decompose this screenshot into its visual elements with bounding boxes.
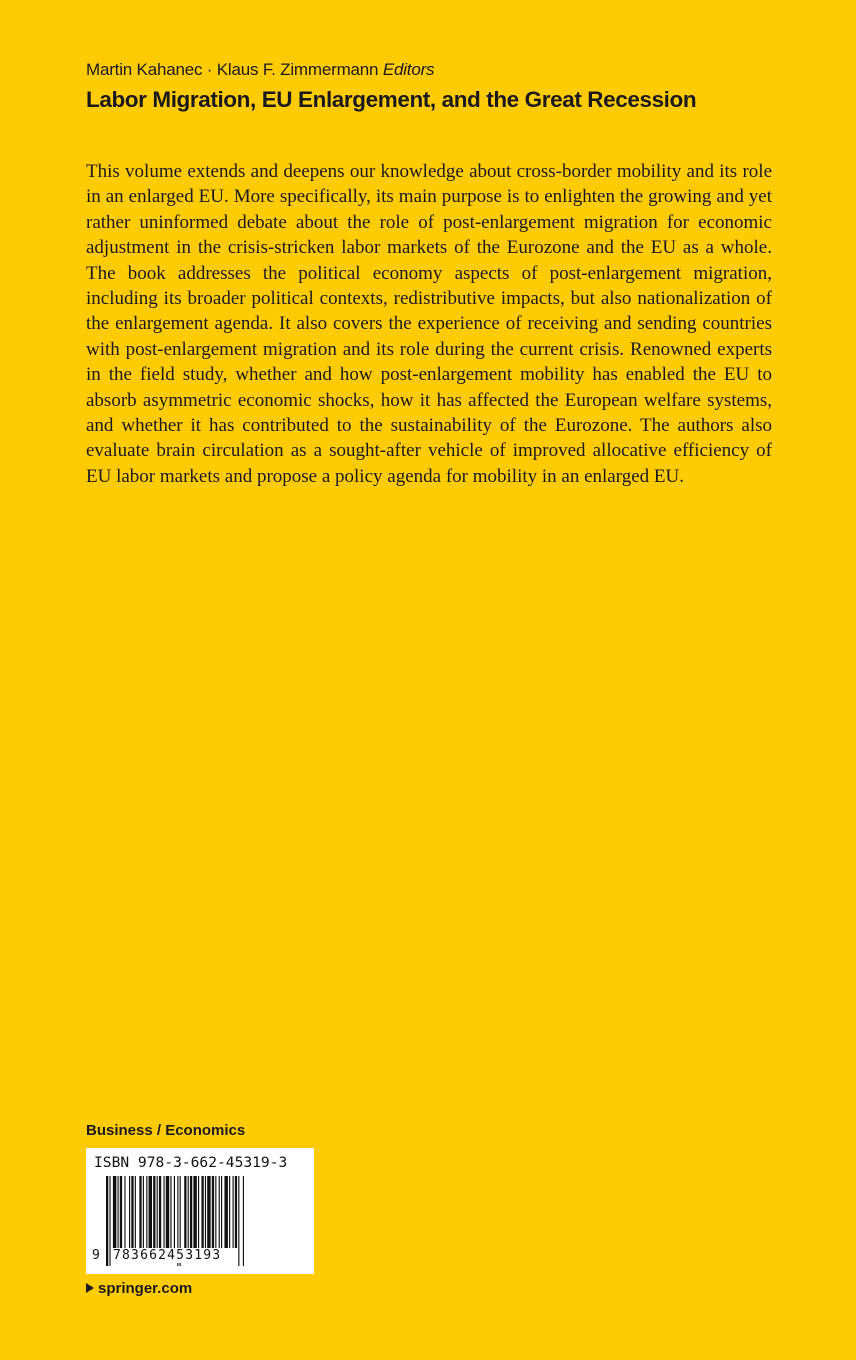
barcode-bar — [106, 1176, 108, 1266]
barcode-bar — [157, 1176, 158, 1248]
barcode-bar — [120, 1176, 122, 1248]
barcode-bar — [166, 1176, 169, 1248]
isbn-label: ISBN 978-3-662-45319-3 — [94, 1154, 288, 1171]
editor-names: Martin Kahanec · Klaus F. Zimmermann — [86, 60, 379, 79]
barcode-bar — [233, 1176, 234, 1248]
publisher-website — [86, 1280, 192, 1297]
barcode-bar — [135, 1176, 136, 1248]
barcode-digits: 783662453193 — [113, 1248, 222, 1263]
barcode-bar — [215, 1176, 216, 1248]
barcode-bar — [153, 1176, 155, 1248]
barcode-bar — [224, 1176, 227, 1248]
barcode-bar — [143, 1176, 144, 1248]
barcode-bar — [149, 1176, 152, 1248]
editors-role: Editors — [382, 60, 435, 79]
barcode-bar — [235, 1176, 237, 1248]
book-description: This volume extends and deepens our knowledge about cross-border mobility and its role in an enlarged EU. More specifically, its main purpose is to enlighten the growing and yet rather uninformed debate about the role of post-enlargement migration for economic adjustment in the crisis-stricken labor markets of the Eurozone and the EU as a whole. The book addresses the political economy aspects of post-enlargement migration, including its broader political contexts, redistributive impacts, but also nationalization of the enlargement agenda. It also covers the experience of receiving and sending countries with post-enlargement migration and its role during the current crisis. Renowned experts in the field study, whether and how post-enlargement mobility has enabled the EU to absorb asymmetric economic shocks, how it has affected the European welfare systems, and whether it has contributed to the sustainability of the Eurozone. The authors also evaluate brain circulation as a sought-after vehicle of improved allocative efficiency of EU labor markets and propose a policy agenda for mobility in an enlarged EU. — [86, 161, 772, 487]
barcode-bar — [113, 1176, 116, 1248]
barcode-bar — [174, 1176, 175, 1248]
arrow-right-icon — [86, 1283, 94, 1293]
isbn-barcode — [86, 1148, 314, 1274]
barcode-first-digit: 9 — [92, 1248, 100, 1263]
barcode-bar — [221, 1176, 222, 1248]
editors-line — [86, 60, 434, 80]
barcode-bar — [118, 1176, 119, 1248]
barcode-bar — [198, 1176, 199, 1248]
barcode-bar — [164, 1176, 165, 1248]
barcode-bar — [188, 1176, 189, 1248]
barcode-bar — [207, 1176, 210, 1248]
barcode-bar — [201, 1176, 203, 1248]
barcode-bar — [229, 1176, 230, 1248]
barcode-bar — [109, 1176, 110, 1266]
barcode-bar — [146, 1176, 147, 1248]
barcode-bar — [219, 1176, 220, 1248]
website-label: springer.com — [98, 1280, 193, 1297]
book-title: Labor Migration, EU Enlargement, and the Great Recession — [86, 87, 697, 112]
barcode-bar — [193, 1176, 196, 1248]
barcode-bar — [190, 1176, 192, 1248]
barcode-bar — [243, 1176, 244, 1266]
barcode-bar — [124, 1176, 125, 1248]
barcode-bar — [139, 1176, 141, 1248]
barcode-bar — [170, 1176, 171, 1248]
barcode-bar — [205, 1176, 206, 1248]
barcode-bar — [131, 1176, 133, 1248]
barcode-bar — [129, 1176, 130, 1248]
barcode-bar — [159, 1176, 161, 1248]
barcode-bar — [184, 1176, 186, 1248]
barcode-bar — [238, 1176, 239, 1266]
subject-category: Business / Economics — [86, 1122, 246, 1139]
barcode-bar — [212, 1176, 214, 1248]
